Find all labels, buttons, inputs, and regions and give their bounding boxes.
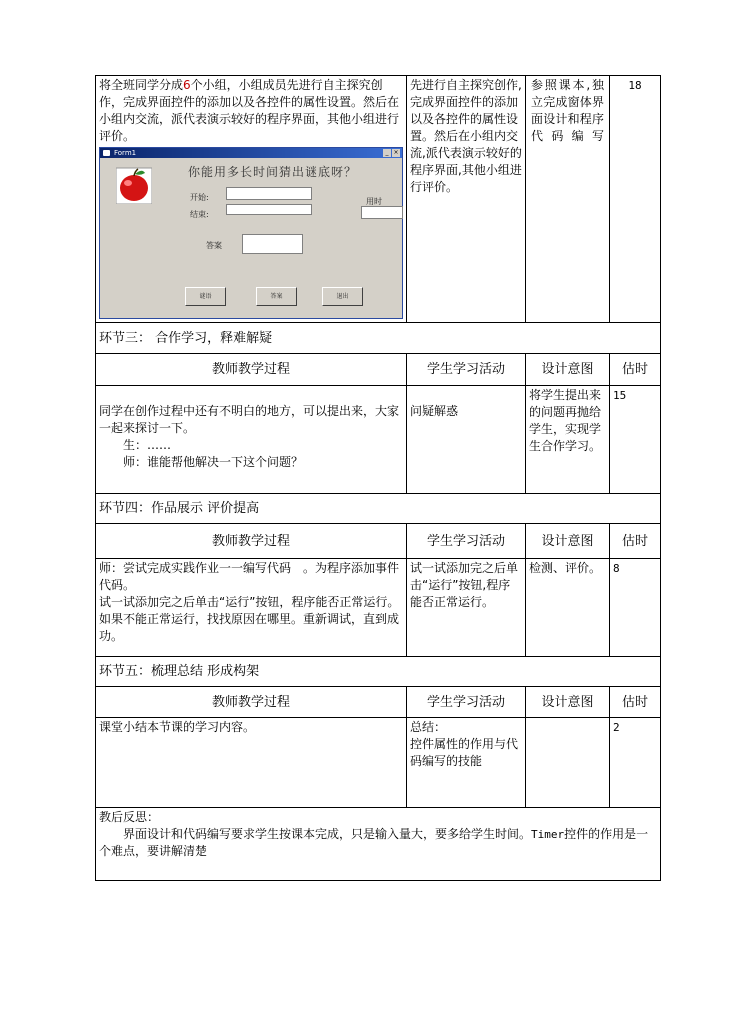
header-teacher: 教师教学过程 <box>96 524 407 559</box>
header-student: 学生学习活动 <box>407 354 526 386</box>
header-student: 学生学习活动 <box>407 524 526 559</box>
answer-button: 答案 <box>256 287 297 306</box>
teacher-process-cell <box>96 76 407 323</box>
section4-time-cell: 8 <box>610 559 661 657</box>
elapsed-textbox <box>361 206 403 219</box>
header-time: 估时 <box>610 524 661 559</box>
reflection-title: 教后反思： <box>99 810 160 824</box>
end-label: 结束: <box>190 210 209 219</box>
window-titlebar <box>100 148 402 158</box>
window-title: Form1 <box>114 149 137 157</box>
activity-row-top <box>96 76 661 323</box>
section4-teacher-line: 试一试添加完之后单击“运行”按钮，程序能否正常运行。如果不能正常运行，找找原因在哪里。重新调试，直到成功。 <box>99 595 400 643</box>
start-textbox <box>226 187 312 200</box>
apple-icon <box>116 166 152 204</box>
section5-title: 环节五：梳理总结 形成构架 <box>96 657 661 687</box>
answer-label: 答案 <box>206 241 222 250</box>
section4-title: 环节四：作品展示 评价提高 <box>96 494 661 524</box>
student-activity-cell: 先进行自主探究创作,完成界面控件的添加以及各控件的属性设置。然后在小组内交流,派代表演示较好的程序界面,其他小组进行评价。 <box>407 76 526 323</box>
header-time: 估时 <box>610 687 661 718</box>
reflection-cell <box>96 808 661 881</box>
start-label: 开始: <box>190 193 209 202</box>
section3-teacher-line: 同学在创作过程中还有不明白的地方，可以提出来，大家一起来探讨一下。 <box>99 404 400 435</box>
elapsed-label: 用时 <box>366 197 382 206</box>
header-design: 设计意图 <box>526 687 610 718</box>
form-screenshot <box>99 147 403 319</box>
section5-time-cell: 2 <box>610 718 661 808</box>
header-design: 设计意图 <box>526 354 610 386</box>
exit-button: 退出 <box>322 287 363 306</box>
section3-time-cell: 15 <box>610 386 661 494</box>
time-cell: 18 <box>610 76 661 323</box>
reflection-body: 界面设计和代码编写要求学生按课本完成，只是输入量大，要多给学生时间。Timer控件的作用是一个难点，要讲解清楚 <box>99 827 649 858</box>
lesson-plan-table <box>95 75 661 881</box>
section5-student-line: 控件属性的作用与代码编写的技能 <box>410 737 519 768</box>
section5-student-cell <box>407 718 526 808</box>
section4-student-cell: 试一试添加完之后单击“运行”按钮,程序能否正常运行。 <box>407 559 526 657</box>
section4-design-cell: 检测、评价。 <box>526 559 610 657</box>
header-row <box>96 354 661 386</box>
section5-student-line: 总结： <box>410 720 447 734</box>
end-textbox <box>226 204 312 215</box>
section3-teacher-line: 师：谁能帮他解决一下这个问题？ <box>123 455 304 469</box>
close-icon: × <box>393 149 399 156</box>
minimize-icon: _ <box>383 149 391 157</box>
answer-textbox <box>242 234 303 254</box>
section3-design-cell: 将学生提出来的问题再抛给学生，实现学生合作学习。 <box>526 386 610 494</box>
header-design: 设计意图 <box>526 524 610 559</box>
header-student: 学生学习活动 <box>407 687 526 718</box>
header-teacher: 教师教学过程 <box>96 687 407 718</box>
section3-title: 环节三： 合作学习，释难解疑 <box>96 323 661 354</box>
header-teacher: 教师教学过程 <box>96 354 407 386</box>
window-icon <box>103 150 110 156</box>
header-time: 估时 <box>610 354 661 386</box>
section3-teacher-cell <box>96 386 407 494</box>
teacher-process-text: 将全班同学分成6个小组，小组成员先进行自主探究创作，完成界面控件的添加以及各控件的属性设置。然后在小组内交流，派代表演示较好的程序界面，其他小组进行评价。 <box>99 78 400 143</box>
riddle-button: 谜语 <box>185 287 226 306</box>
section5-teacher-cell: 课堂小结本节课的学习内容。 <box>96 718 407 808</box>
timer-keyword: Timer <box>531 828 565 841</box>
design-intent-cell: 参照课本,独立完成窗体界面设计和程序代码编写 <box>526 76 610 323</box>
section5-design-cell <box>526 718 610 808</box>
section3-student-cell: 问疑解惑 <box>407 386 526 494</box>
section4-teacher-cell <box>96 559 407 657</box>
question-title: 你能用多长时间猜出谜底呀？ <box>188 165 358 179</box>
section4-teacher-line: 师：尝试完成实践作业一一编写代码 。为程序添加事件代码。 <box>99 561 400 592</box>
section3-teacher-line: 生：…… <box>123 438 172 452</box>
